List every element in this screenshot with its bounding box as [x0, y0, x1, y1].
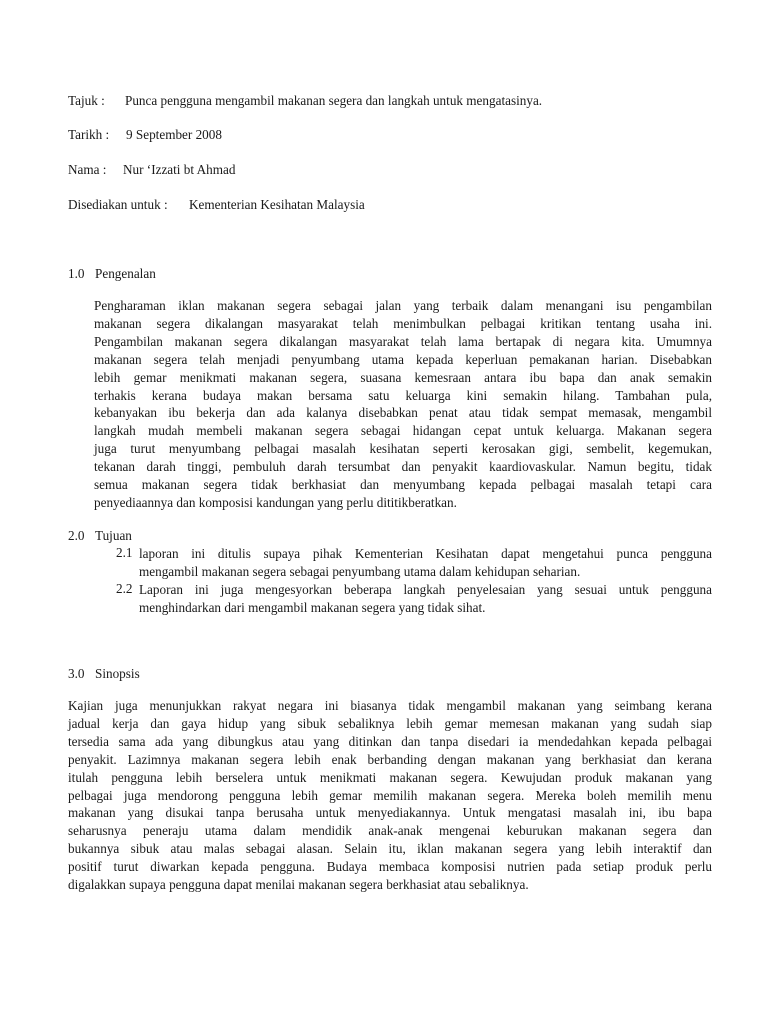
nama-label: Nama :: [68, 162, 107, 177]
paragraph-line: Pengambilan makanan segera dikalangan masyarakat telah lama bertapak di negara kita. Umumnya: [94, 333, 712, 349]
list-item-line: menghindarkan dari mengambil makanan segera yang tidak sihat.: [139, 599, 486, 615]
item-2-2: [139, 581, 712, 617]
section-2-number: 2.0: [68, 528, 85, 543]
disediakan-row: [68, 197, 365, 213]
tarikh-value: 9 September 2008: [126, 127, 222, 142]
paragraph-line: terhakis kerana budaya makan bersama satu keluarga kini semakin hilang. Tambahan pula,: [94, 387, 712, 403]
section-2-heading: [68, 528, 132, 544]
tajuk-row: [68, 93, 542, 109]
paragraph-line: pelbagai juga mendorong pengguna lebih gemar memilih makanan segera. Mereka boleh memilih menu: [68, 787, 712, 803]
list-item-line: laporan ini ditulis supaya pihak Kementerian Kesihatan dapat mengetahui punca pengguna: [139, 546, 712, 561]
paragraph-line: seharusnya peneraju utama dalam mendidik anak-anak mengenai keburukan makanan segera dan: [68, 823, 712, 839]
section-3-paragraph: [68, 697, 712, 894]
paragraph-line: positif turut diwarkan kepada pengguna. Budaya membaca komposisi nutrien pada setiap produk perlu: [68, 859, 712, 875]
paragraph-line: bukannya sibuk atau malas sebagai alasan. Selain itu, iklan makanan segera yang lebih interaktif dan: [68, 841, 712, 857]
tarikh-row: [68, 127, 222, 143]
paragraph-line: itulah pengguna lebih berselera untuk menikmati makanan segera. Kewujudan produk makanan yang: [68, 769, 712, 785]
section-1-heading: [68, 266, 156, 282]
section-1-number: 1.0: [68, 266, 85, 281]
paragraph-line: tersedia sama ada yang dibungkus atau yang ditinkan dan tanpa disedari ia mendedahkan kepada pelbagai: [68, 733, 712, 749]
list-item-line: mengambil makanan segera sebagai penyumbang utama dalam kehidupan seharian.: [139, 563, 581, 579]
section-1-paragraph: [94, 297, 712, 512]
list-item-line: Laporan ini juga mengesyorkan beberapa langkah penyelesaian yang sesuai untuk pengguna: [139, 582, 712, 597]
paragraph-line: makanan yang disukai tanpa berusaha untuk menyediakannya. Untuk mengatasi masalah ini, ibu bapa: [68, 805, 712, 821]
section-2-title: Tujuan: [95, 528, 132, 543]
paragraph-line: tekanan darah tinggi, pembuluh darah tersumbat dan penyakit kaardiovaskular. Namun begitu, tidak: [94, 459, 712, 475]
disediakan-label: Disediakan untuk :: [68, 197, 168, 212]
paragraph-line: penyakit. Lazimnya makanan segera lebih enak berbanding dengan makanan yang berkhasiat dan kerana: [68, 751, 712, 767]
nama-value: Nur ‘Izzati bt Ahmad: [123, 162, 236, 177]
item-2-1: [139, 545, 712, 581]
tajuk-value: Punca pengguna mengambil makanan segera dan langkah untuk mengatasinya.: [125, 93, 543, 108]
paragraph-line: kebanyakan ibu bekerja dan ada kalanya disebabkan penat atau tidak sempat memasak, mengambil: [94, 405, 712, 421]
section-3-number: 3.0: [68, 666, 85, 681]
paragraph-line: makanan segera telah menjadi penyumbang utama kepada keperluan pemakanan harian. Disebabkan: [94, 351, 712, 367]
paragraph-line: jadual kerja dan gaya hidup yang sibuk sebaliknya lebih gemar memesan makanan yang sudah siap: [68, 715, 712, 731]
paragraph-line: makanan segera dikalangan masyarakat telah menimbulkan pelbagai kritikan tentang usaha ini.: [94, 315, 712, 331]
paragraph-line: penyediaannya dan komposisi kandungan yang perlu dititikberatkan.: [94, 494, 457, 510]
item-2-1-number: 2.1: [116, 545, 133, 560]
paragraph-line: lebih gemar menikmati makanan segera, suasana kemesraan antara ibu bapa dan anak semakin: [94, 369, 712, 385]
paragraph-line: Kajian juga menunjukkan rakyat negara ini biasanya tidak mengambil makanan yang seimbang kerana: [68, 698, 712, 713]
section-3-heading: [68, 666, 140, 682]
paragraph-line: semua makanan segera tidak berkhasiat dan menyumbang kepada pelbagai masalah tetapi cara: [94, 477, 712, 493]
section-3-title: Sinopsis: [95, 666, 140, 681]
tajuk-label: Tajuk :: [68, 93, 105, 108]
section-1-title: Pengenalan: [95, 266, 156, 281]
paragraph-line: langkah mudah membeli makanan segera sebagai hidangan cepat untuk keluarga. Makanan segera: [94, 423, 712, 439]
disediakan-value: Kementerian Kesihatan Malaysia: [189, 197, 365, 212]
item-2-2-number: 2.2: [116, 581, 133, 596]
paragraph-line: Pengharaman iklan makanan segera sebagai jalan yang terbaik dalam menangani isu pengambilan: [94, 298, 712, 313]
tarikh-label: Tarikh :: [68, 127, 110, 142]
paragraph-line: digalakkan supaya pengguna dapat menilai makanan segera berkhasiat atau sebaliknya.: [68, 877, 529, 893]
paragraph-line: juga turut menyumbang pelbagai masalah kesihatan seperti kerosakan gigi, sembelit, kegemukan,: [94, 441, 712, 457]
nama-row: [68, 162, 235, 178]
